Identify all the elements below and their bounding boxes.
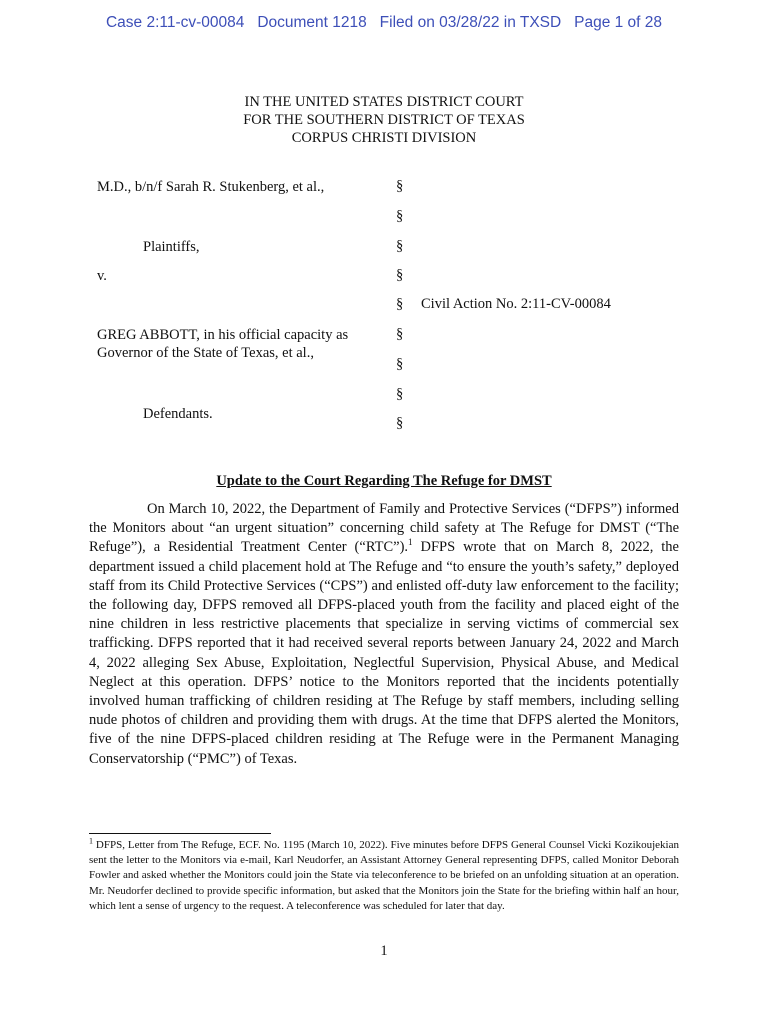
filed-date: Filed on 03/28/22 in TXSD [379, 14, 562, 31]
section-symbol: § [396, 208, 404, 224]
section-symbol: § [396, 415, 404, 431]
case-number: Case 2:11-cv-00084 [105, 14, 245, 31]
defendants-label: Defendants. [143, 406, 213, 422]
footnote-reference[interactable]: 1 [408, 537, 413, 548]
body-paragraph [89, 500, 679, 769]
defendant-name [97, 326, 348, 362]
section-symbol: § [396, 386, 404, 402]
footnote [89, 838, 679, 914]
filing-header [0, 14, 768, 32]
footnote-number: 1 [89, 836, 93, 846]
page-count: Page 1 of 28 [574, 14, 663, 31]
plaintiffs-label: Plaintiffs, [143, 239, 200, 255]
court-line-3: CORPUS CHRISTI DIVISION [291, 130, 477, 146]
footnote-divider [89, 833, 271, 834]
body-text-part-2: DFPS wrote that on March 8, 2022, the department issued a child placement hold at The Refuge and “to ensure the youth’s safety,” deployed staff from its Child Protective Services (“CPS”) and enlisted off-duty law enforcement to the facility; the following day, DFPS removed all DFPS-placed youth from the facility and placed eight of the nine children in less restrictive placements that specialize in serving victims of commercial sex trafficking. DFPS reported that it had received several reports between January 24, 2022 and March 4, 2022 alleging Sex Abuse, Exploitation, Neglectful Supervision, Physical Abuse, and Medical Neglect at this operation. DFPS’ notice to the Monitors reported that the incidents potentially involved human trafficking of children residing at The Refuge by staff members, including selling nude photos of children and providing them with drugs. At the time that DFPS alerted the Monitors, five of the nine DFPS-placed children residing at The Refuge were in the Permanent Managing Conservatorship (“PMC”) of Texas. [89, 539, 679, 767]
body-text-part-1: On March 10, 2022, the Department of Family and Protective Services (“DFPS”) informed the Monitors about “an urgent situation” concerning child safety at The Refuge for DMST (“The Refuge”), a Residential Treatment Center (“RTC”). [89, 501, 679, 556]
section-symbol: § [396, 267, 404, 283]
document-number: Document 1218 [257, 14, 367, 31]
defendant-line-1: GREG ABBOTT, in his official capacity as [97, 327, 349, 343]
court-heading [0, 93, 768, 147]
civil-action-number: Civil Action No. 2:11-CV-00084 [421, 296, 611, 312]
court-line-2: FOR THE SOUTHERN DISTRICT OF TEXAS [243, 112, 525, 128]
section-symbol: § [396, 238, 404, 254]
footnote-text: DFPS, Letter from The Refuge, ECF. No. 1195 (March 10, 2022). Five minutes before DFPS General Counsel Vicki Kozikoujekian sent the letter to the Monitors via e-mail, Karl Neudorfer, an Assistant Attorney General representing DFPS, called Monitor Deborah Fowler and asked whether the Monitors could join the State via teleconference to be briefed on an unfolding situation at an operation. Mr. Neudorfer declined to provide specific information, but asked that the Monitors join the State for the briefing within half an hour, which lent a sense of urgency to the request. A teleconference was scheduled for later that day. [89, 839, 679, 912]
document-title: Update to the Court Regarding The Refuge for DMST [216, 473, 552, 489]
section-symbol: § [396, 326, 404, 342]
court-line-1: IN THE UNITED STATES DISTRICT COURT [244, 94, 524, 110]
section-symbol: § [396, 296, 404, 312]
section-symbol: § [396, 356, 404, 372]
versus-label: v. [97, 268, 107, 284]
section-symbol: § [396, 178, 404, 194]
plaintiff-name: M.D., b/n/f Sarah R. Stukenberg, et al., [97, 179, 325, 195]
page-number: 1 [380, 943, 388, 959]
defendant-line-2: Governor of the State of Texas, et al., [97, 345, 314, 361]
